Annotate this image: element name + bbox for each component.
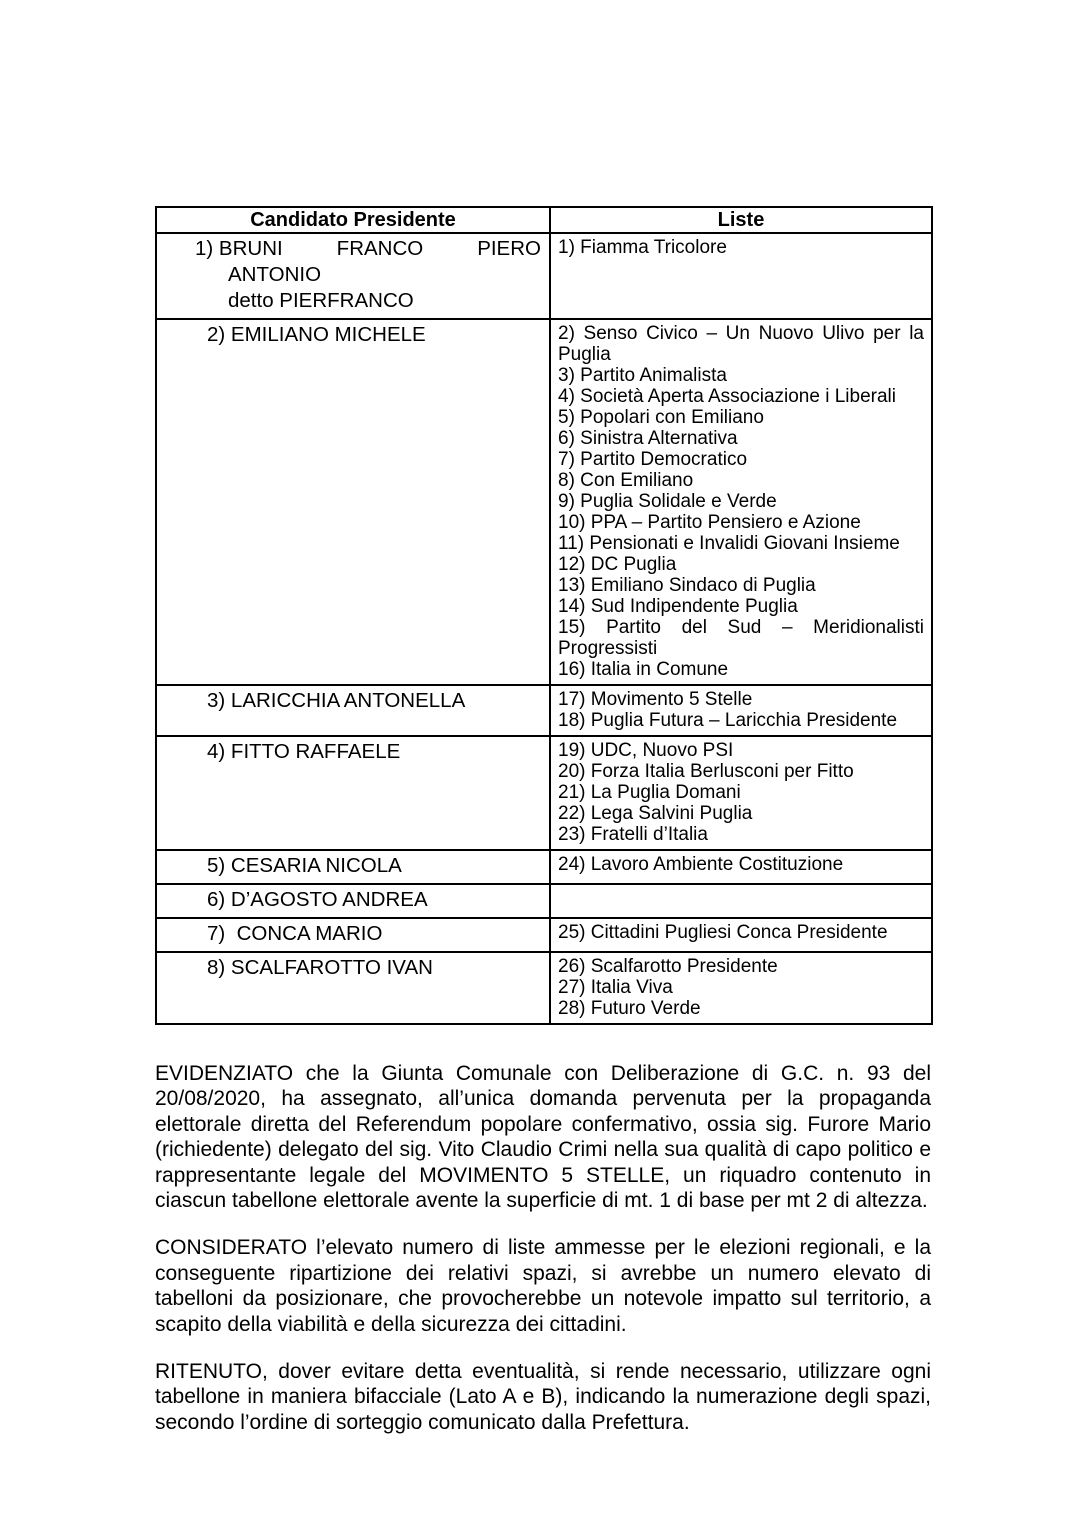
list-entry: 23) Fratelli d’Italia xyxy=(558,824,708,845)
candidate-name-line: 5) CESARIA NICOLA xyxy=(207,854,402,877)
table-row xyxy=(156,884,932,918)
candidate-name-line: detto PIERFRANCO xyxy=(228,289,414,312)
table-header-row xyxy=(156,207,932,233)
list-entry: 20) Forza Italia Berlusconi per Fitto xyxy=(558,761,854,782)
list-entry: 27) Italia Viva xyxy=(558,977,673,998)
candidates-lists-table xyxy=(155,206,933,1025)
candidate-name-word: PIERO xyxy=(477,237,541,260)
body-paragraph-considerato: CONSIDERATO l’elevato numero di liste ammesse per le elezioni regionali, e la conseguente ripartizione dei relativi spazi, si avrebbe un numero elevato di tabelloni da posizionare, che provocherebbe un notevole impatto sul territorio, a scapito della viabilità e della sicurezza dei cittadini. xyxy=(155,1236,931,1336)
candidate-cell xyxy=(156,736,550,850)
candidate-name-line: 7) CONCA MARIO xyxy=(207,922,383,945)
body-paragraph-ritenuto: RITENUTO, dover evitare detta eventualità, si rende necessario, utilizzare ogni tabellone in maniera bifacciale (Lato A e B), indicando la numerazione degli spazi, secondo l’ordine di sorteggio comunicato dalla Prefettura. xyxy=(155,1360,931,1434)
candidate-cell xyxy=(156,952,550,1024)
list-entry: 13) Emiliano Sindaco di Puglia xyxy=(558,575,816,596)
lists-cell xyxy=(550,850,932,884)
candidate-name-line: 8) SCALFAROTTO IVAN xyxy=(207,956,433,979)
lists-cell xyxy=(550,319,932,685)
list-entry: 10) PPA – Partito Pensiero e Azione xyxy=(558,512,861,533)
list-entry: 16) Italia in Comune xyxy=(558,659,729,680)
candidate-cell xyxy=(156,685,550,736)
list-entry: 17) Movimento 5 Stelle xyxy=(558,689,753,710)
candidate-cell xyxy=(156,850,550,884)
candidate-cell xyxy=(156,233,550,319)
list-entry: 1) Fiamma Tricolore xyxy=(558,237,727,258)
list-entry: 7) Partito Democratico xyxy=(558,449,748,470)
candidate-name-word: 1) BRUNI xyxy=(195,237,283,260)
candidate-name-line: 4) FITTO RAFFAELE xyxy=(207,740,401,763)
body-paragraph-evidenziato: EVIDENZIATO che la Giunta Comunale con Deliberazione di G.C. n. 93 del 20/08/2020, ha assegnato, all’unica domanda pervenuta per la propaganda elettorale diretta del Referendum popolare confermativo, ossia sig. Furore Mario (richiedente) delegato del sig. Vito Claudio Crimi nella sua qualità di capo politico e rappresentante legale del MOVIMENTO 5 STELLE, un riquadro contenuto in ciascun tabellone elettorale avente la superficie di mt. 1 di base per mt 2 di altezza. xyxy=(155,1062,931,1213)
list-entry: 6) Sinistra Alternativa xyxy=(558,428,738,449)
table-row xyxy=(156,319,932,685)
lists-cell xyxy=(550,233,932,319)
list-entry: 28) Futuro Verde xyxy=(558,998,701,1019)
list-entry: 15) Partito del Sud – Meridionalisti Progressisti xyxy=(558,617,924,659)
list-entry: 8) Con Emiliano xyxy=(558,470,694,491)
candidate-name-line: 3) LARICCHIA ANTONELLA xyxy=(207,689,466,712)
candidate-name-line: ANTONIO xyxy=(228,263,322,286)
list-entry: 2) Senso Civico – Un Nuovo Ulivo per la Puglia xyxy=(558,323,924,365)
list-entry: 25) Cittadini Pugliesi Conca Presidente xyxy=(558,922,888,943)
list-entry: 11) Pensionati e Invalidi Giovani Insieme xyxy=(558,533,900,554)
list-entry: 21) La Puglia Domani xyxy=(558,782,741,803)
list-entry: 19) UDC, Nuovo PSI xyxy=(558,740,734,761)
table-row xyxy=(156,685,932,736)
list-entry: 5) Popolari con Emiliano xyxy=(558,407,764,428)
table-row xyxy=(156,952,932,1024)
lists-cell xyxy=(550,952,932,1024)
table-row xyxy=(156,918,932,952)
table-row xyxy=(156,850,932,884)
table-header xyxy=(156,207,932,233)
lists-cell xyxy=(550,918,932,952)
document-body-text xyxy=(155,1061,931,1435)
lists-cell xyxy=(550,685,932,736)
candidate-cell xyxy=(156,918,550,952)
candidate-name-word: FRANCO xyxy=(336,237,424,260)
table-body xyxy=(156,233,932,1024)
list-entry: 12) DC Puglia xyxy=(558,554,677,575)
candidate-name-line: 6) D’AGOSTO ANDREA xyxy=(207,888,428,911)
list-entry: 4) Società Aperta Associazione i Liberali xyxy=(558,386,896,407)
document-content xyxy=(155,206,931,1457)
candidate-name-line xyxy=(165,236,541,262)
list-entry: 14) Sud Indipendente Puglia xyxy=(558,596,798,617)
candidate-cell xyxy=(156,884,550,918)
header-candidato-presidente: Candidato Presidente xyxy=(156,207,550,233)
header-liste: Liste xyxy=(550,207,932,233)
table-row xyxy=(156,233,932,319)
lists-cell xyxy=(550,884,932,918)
list-entry: 3) Partito Animalista xyxy=(558,365,727,386)
candidate-cell xyxy=(156,319,550,685)
lists-cell xyxy=(550,736,932,850)
list-entry: 18) Puglia Futura – Laricchia Presidente xyxy=(558,710,898,731)
list-entry: 24) Lavoro Ambiente Costituzione xyxy=(558,854,844,875)
table-row xyxy=(156,736,932,850)
list-entry: 22) Lega Salvini Puglia xyxy=(558,803,753,824)
list-entry: 9) Puglia Solidale e Verde xyxy=(558,491,777,512)
list-entry: 26) Scalfarotto Presidente xyxy=(558,956,778,977)
candidate-name-line: 2) EMILIANO MICHELE xyxy=(207,323,426,346)
